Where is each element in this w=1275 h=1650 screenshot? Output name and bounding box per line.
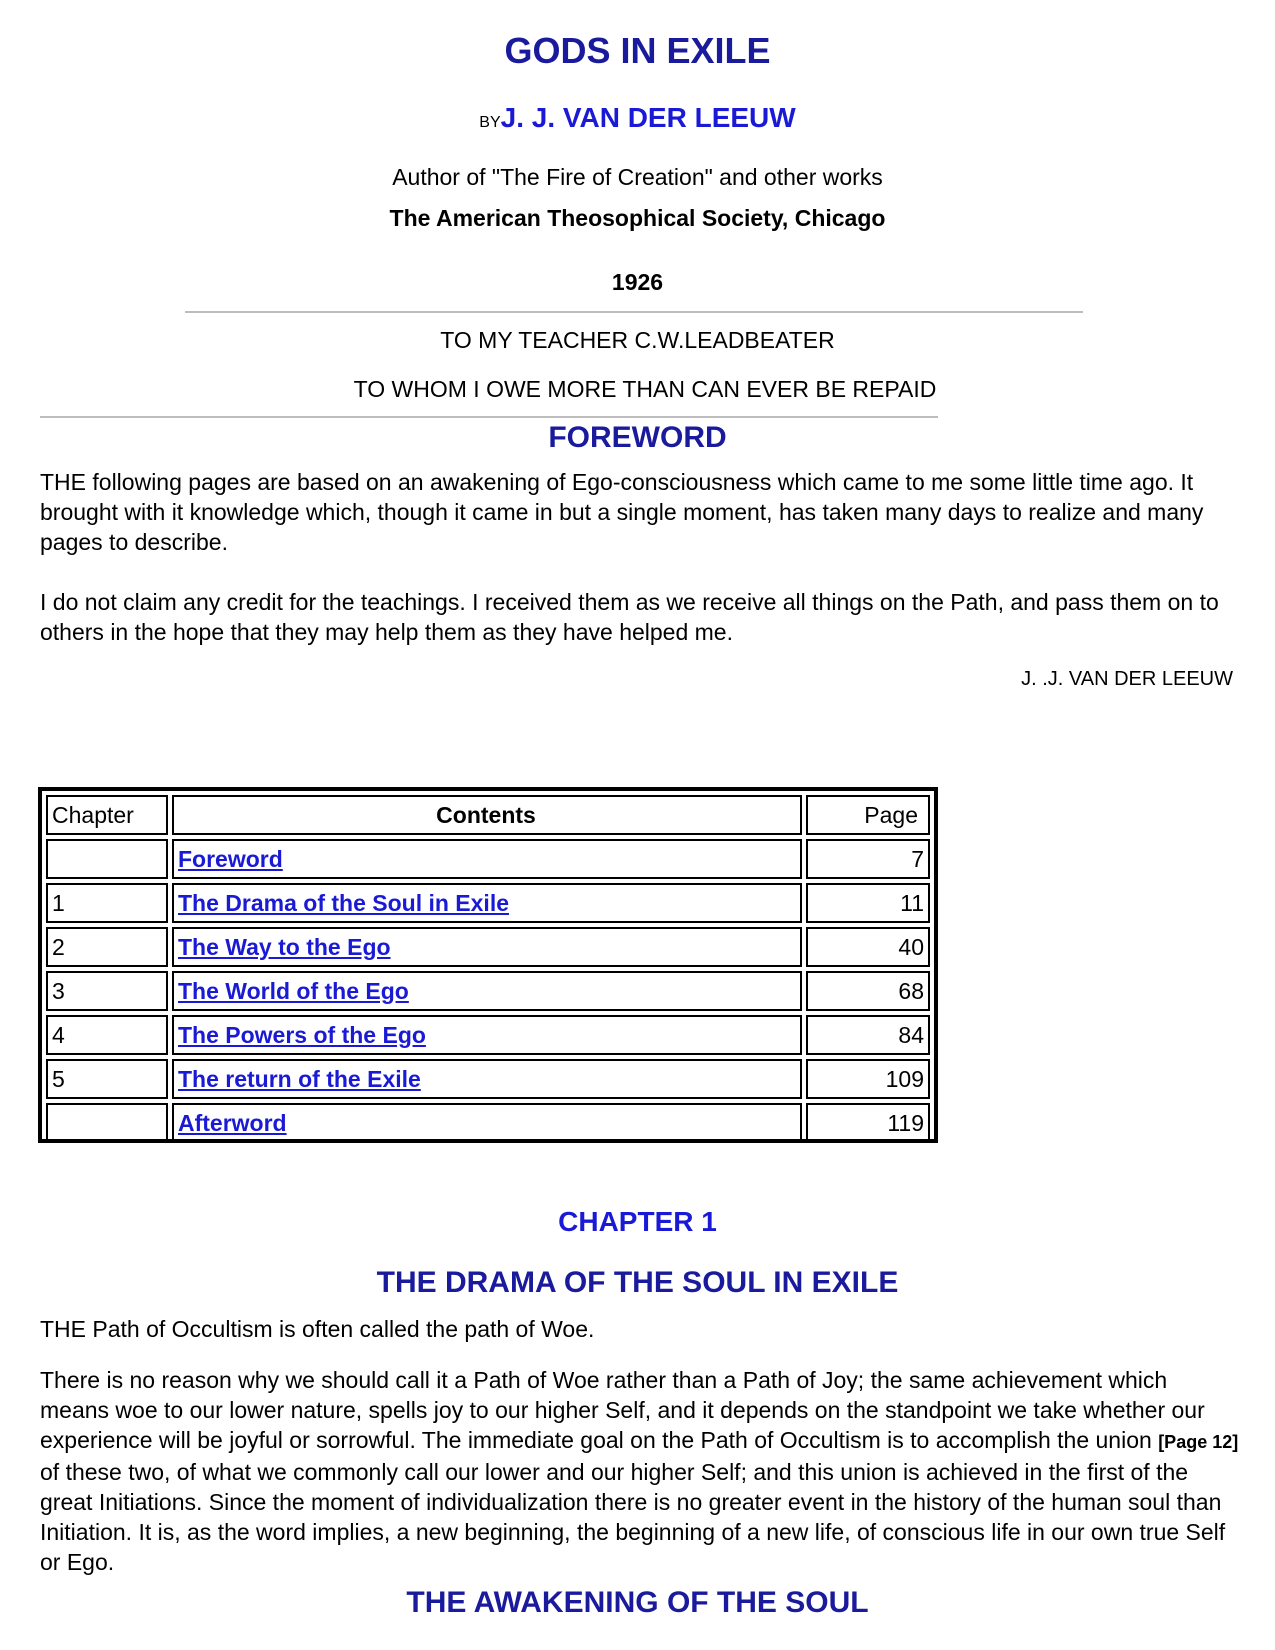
foreword-heading: FOREWORD <box>548 421 727 454</box>
toc-link-chapter-3[interactable]: The World of the Ego <box>178 977 409 1004</box>
toc-row <box>46 971 930 1011</box>
toc-page-number: 68 <box>806 971 930 1011</box>
toc-entry-cell <box>172 839 802 879</box>
toc-chapter-number: 4 <box>46 1015 168 1055</box>
toc-header-page: Page <box>806 795 930 835</box>
toc-link-chapter-5[interactable]: The return of the Exile <box>178 1065 421 1092</box>
toc-page-number: 40 <box>806 927 930 967</box>
paragraph-text: There is no reason why we should call it a Path of Woe rather than a Path of Joy; the same achievement which means woe to our lower nature, spells joy to our higher Self, and it depends on the standpoint we take whether our experience will be joyful or sorrowful. The immediate goal on the Path of Occultism is to accomplish the union <box>40 1367 1205 1453</box>
author-of-line: Author of "The Fire of Creation" and other works <box>392 164 883 190</box>
chapter-label: CHAPTER 1 <box>558 1206 717 1237</box>
toc-row <box>46 839 930 879</box>
toc-link-chapter-4[interactable]: The Powers of the Ego <box>178 1021 426 1048</box>
toc-row <box>46 1059 930 1099</box>
page-reference: [Page 12] <box>1158 1432 1239 1452</box>
toc-page-number: 84 <box>806 1015 930 1055</box>
toc-page-number: 11 <box>806 883 930 923</box>
toc-entry-cell <box>172 927 802 967</box>
chapter-title: THE DRAMA OF THE SOUL IN EXILE <box>376 1266 899 1299</box>
horizontal-rule <box>185 311 1083 313</box>
horizontal-rule <box>40 416 938 418</box>
book-title: GODS IN EXILE <box>504 30 771 71</box>
toc-row <box>46 883 930 923</box>
foreword-paragraph: THE following pages are based on an awakening of Ego-consciousness which came to me some little time ago. It brought with it knowledge which, though it came in but a single moment, has taken many days to realize and many pages to describe. <box>40 469 1204 555</box>
foreword-paragraph: I do not claim any credit for the teachings. I received them as we receive all things on the Path, and pass them on to others in the hope that they may help them as they have helped me. <box>40 589 1219 645</box>
toc-link-chapter-1[interactable]: The Drama of the Soul in Exile <box>178 889 510 916</box>
toc-page-number: 7 <box>806 839 930 879</box>
toc-link-chapter-2[interactable]: The Way to the Ego <box>178 933 391 960</box>
toc-entry-cell <box>172 883 802 923</box>
dedication-line-2: TO WHOM I OWE MORE THAN CAN EVER BE REPAID <box>353 376 937 402</box>
publisher-line: The American Theosophical Society, Chicago <box>389 205 886 231</box>
toc-table <box>42 791 934 1147</box>
toc-chapter-number: 3 <box>46 971 168 1011</box>
toc-header-contents: Contents <box>172 795 802 835</box>
toc-row <box>46 1015 930 1055</box>
toc-chapter-number: 5 <box>46 1059 168 1099</box>
chapter-paragraph <box>40 1365 1240 1577</box>
toc-entry-cell <box>172 971 802 1011</box>
toc-chapter-number <box>46 1103 168 1143</box>
toc-row <box>46 1103 930 1143</box>
toc-header-row <box>46 795 930 835</box>
by-label: BY <box>479 114 501 131</box>
author-name: J. J. VAN DER LEEUW <box>500 102 796 133</box>
foreword-signature: J. .J. VAN DER LEEUW <box>1021 668 1233 690</box>
toc-row <box>46 927 930 967</box>
toc-chapter-number <box>46 839 168 879</box>
toc-link-foreword[interactable]: Foreword <box>178 845 283 872</box>
toc-entry-cell <box>172 1103 802 1143</box>
toc-link-afterword[interactable]: Afterword <box>178 1109 287 1136</box>
paragraph-text: of these two, of what we commonly call our lower and our higher Self; and this union is achieved in the first of the great Initiations. Since the moment of individualization there is no greater event in the history of the human soul than Initiation. It is, as the word implies, a new beginning, the beginning of a new life, of conscious life in our own true Self or Ego. <box>40 1459 1226 1575</box>
publication-year: 1926 <box>611 269 664 295</box>
byline <box>0 100 1275 141</box>
toc-page-number: 109 <box>806 1059 930 1099</box>
chapter-paragraph: THE Path of Occultism is often called the path of Woe. <box>40 1316 595 1342</box>
toc-entry-cell <box>172 1059 802 1099</box>
toc-entry-cell <box>172 1015 802 1055</box>
toc-page-number: 119 <box>806 1103 930 1143</box>
table-of-contents <box>38 787 938 1143</box>
toc-header-chapter: Chapter <box>46 795 168 835</box>
toc-chapter-number: 1 <box>46 883 168 923</box>
dedication-line-1: TO MY TEACHER C.W.LEADBEATER <box>440 327 835 353</box>
toc-chapter-number: 2 <box>46 927 168 967</box>
section-subheading: THE AWAKENING OF THE SOUL <box>406 1586 869 1619</box>
